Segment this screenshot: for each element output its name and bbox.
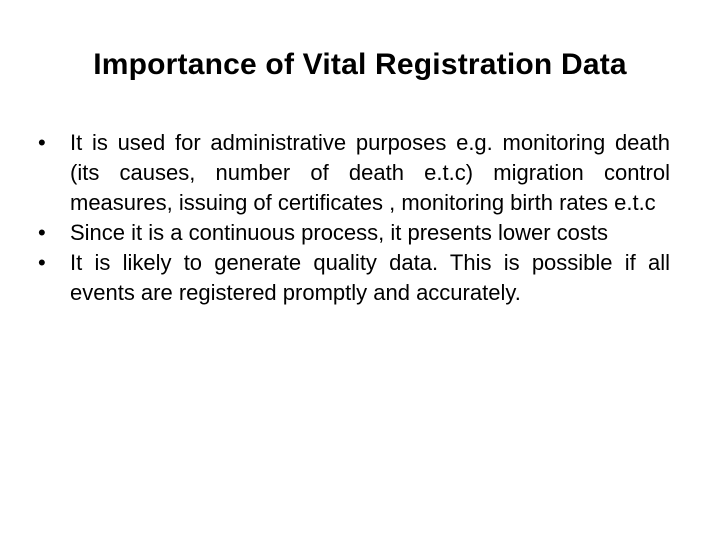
bullet-text: It is likely to generate quality data. This is possible if all events are registered promptly and accurately. [70, 250, 670, 305]
bullet-item [36, 218, 670, 248]
bullet-marker: • [38, 220, 46, 245]
bullet-list [36, 128, 670, 308]
bullet-item [36, 128, 670, 218]
bullet-marker: • [38, 130, 46, 155]
slide-title: Importance of Vital Registration Data [93, 48, 627, 81]
bullet-item [36, 248, 670, 308]
bullet-text: It is used for administrative purposes e.g. monitoring death (its causes, number of death e.t.c) migration control measures, issuing of certificates , monitoring birth rates e.t.c [70, 130, 670, 215]
bullet-text: Since it is a continuous process, it presents lower costs [70, 220, 609, 245]
bullet-marker: • [38, 250, 46, 275]
